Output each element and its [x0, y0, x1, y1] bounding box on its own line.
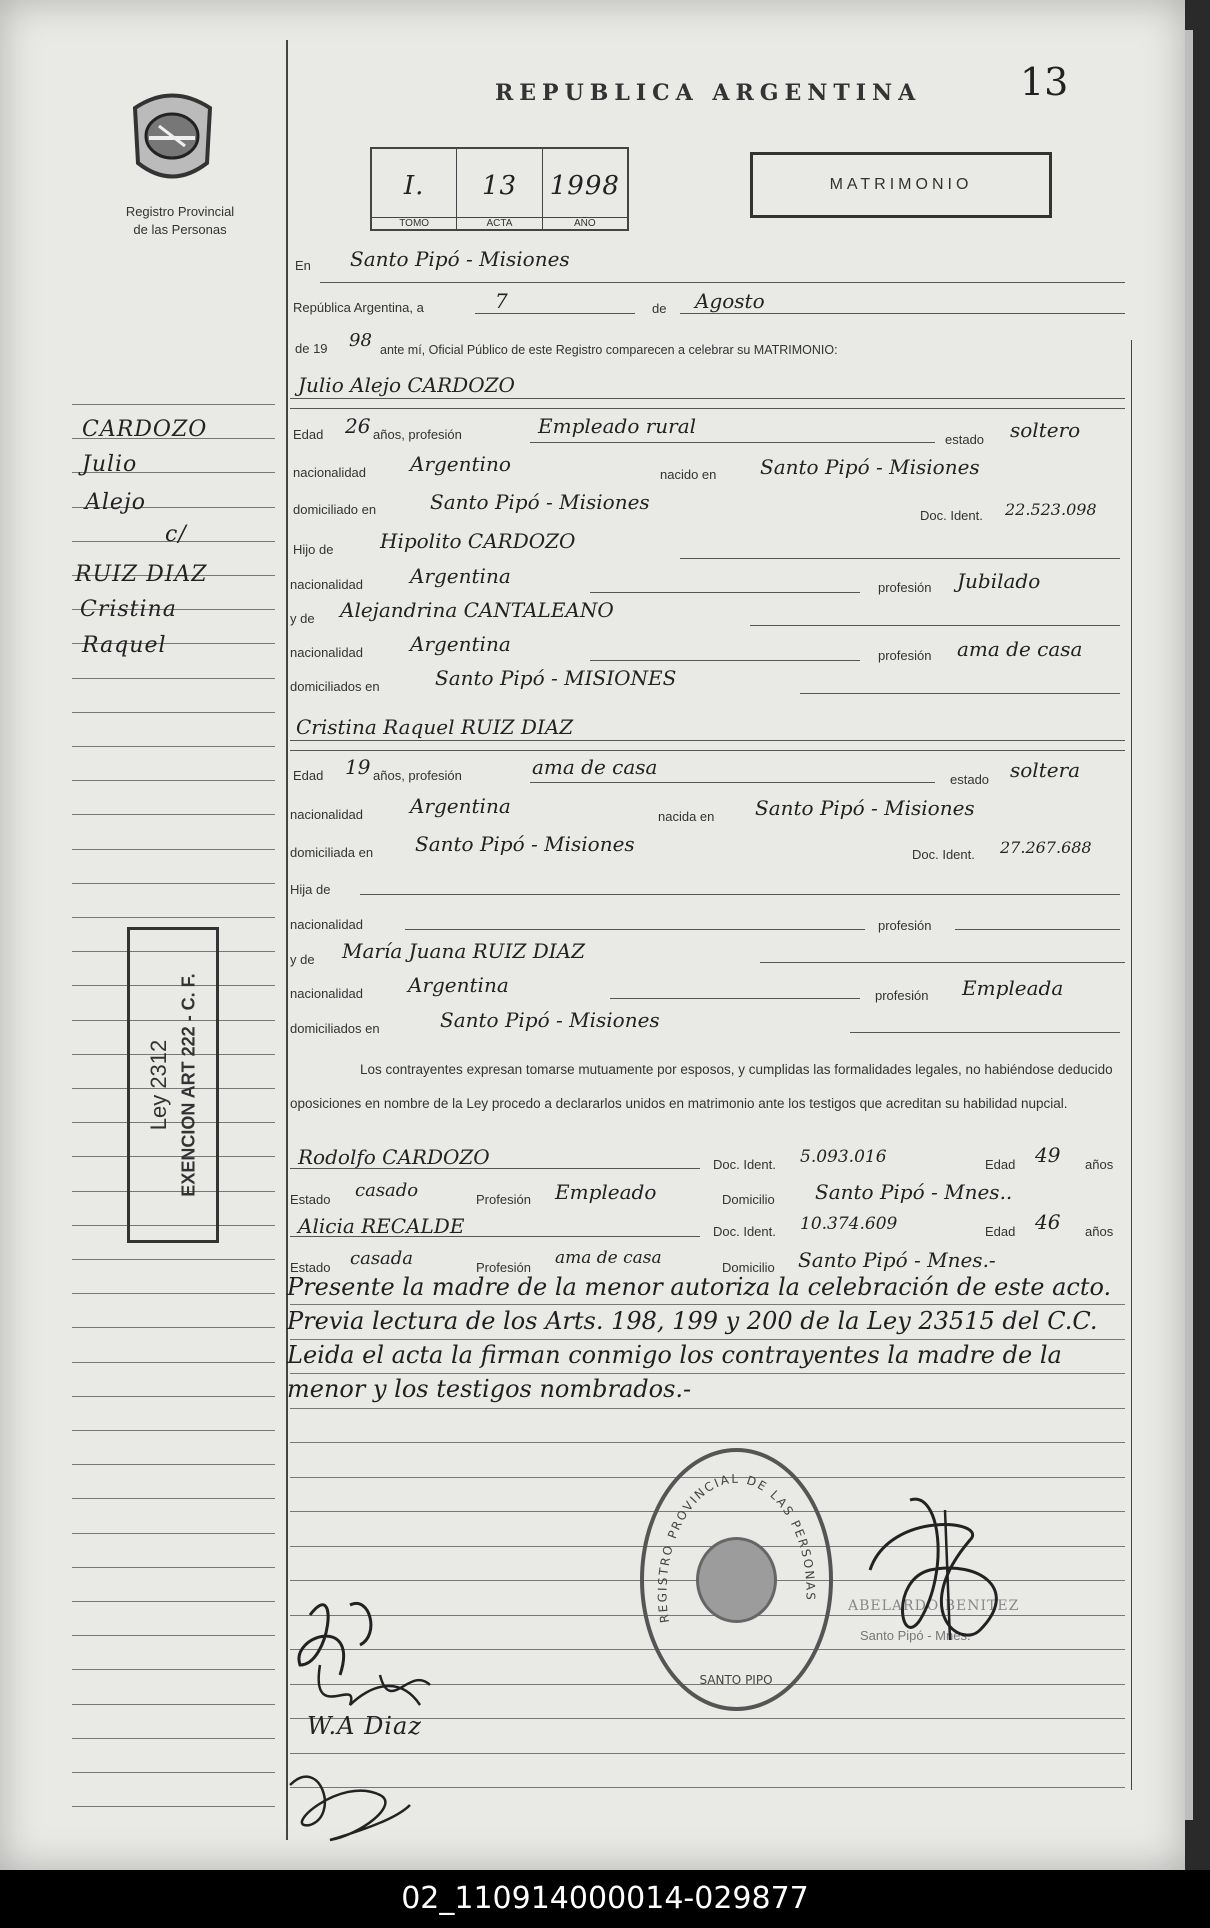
- groom-age: 26: [345, 414, 371, 438]
- witness1-status: casado: [355, 1180, 419, 1201]
- witness1-edad-label: Edad: [985, 1157, 1016, 1172]
- seal-emblem-icon: [696, 1537, 777, 1623]
- rule: [760, 962, 1125, 963]
- rule: [290, 408, 1125, 409]
- groom-mother: Alejandrina CANTALEANO: [340, 598, 614, 622]
- acta-label: ACTA: [457, 217, 541, 229]
- margin-rule: [72, 917, 275, 918]
- ley-stamp-line1: Ley 2312: [146, 1039, 171, 1131]
- witness1-doc-label: Doc. Ident.: [713, 1157, 776, 1172]
- witness2-doc: 10.374.609: [800, 1214, 898, 1234]
- officer-signature-icon: [850, 1480, 1040, 1650]
- father-nacionalidad-label: nacionalidad: [290, 577, 364, 592]
- margin-rule: [72, 1498, 275, 1499]
- bride-mother-profesion-label: profesión: [875, 988, 929, 1003]
- contractor-signatures-icon: [280, 1575, 470, 1845]
- estado-label: estado: [945, 432, 985, 447]
- margin-rule: [72, 1293, 275, 1294]
- act-month: Agosto: [695, 289, 765, 313]
- margin-rule: [72, 1430, 275, 1431]
- mother-profesion-label: profesión: [878, 648, 932, 663]
- domiciliada-en-label: domiciliada en: [290, 845, 374, 860]
- bride-mother: María Juana RUIZ DIAZ: [342, 939, 585, 963]
- en-label: En: [295, 258, 311, 273]
- tomo-value: I.: [403, 171, 425, 201]
- groom-mother-nationality: Argentina: [410, 632, 511, 656]
- bride-status: soltera: [1010, 758, 1081, 782]
- margin-rule: [72, 1327, 275, 1328]
- bride-born-in: Santo Pipó - Misiones: [755, 796, 975, 820]
- registry-logo-icon: [125, 88, 220, 188]
- witness1-estado-label: Estado: [290, 1192, 331, 1207]
- rule: [290, 1236, 700, 1237]
- margin-note-with: c/: [165, 522, 187, 547]
- groom-status: soltero: [1010, 418, 1081, 442]
- margin-rule: [72, 712, 275, 713]
- rule: [610, 998, 860, 999]
- officer-location-stamp: Santo Pipó - Mnes.: [860, 1628, 971, 1643]
- body-rule: [290, 1408, 1125, 1409]
- domiciliados-en-label: domiciliados en: [290, 679, 380, 694]
- ley-exemption-stamp: [127, 927, 219, 1243]
- domiciliado-en-label: domiciliado en: [293, 502, 377, 517]
- body-rule: [290, 1442, 1125, 1443]
- bride-father-profesion-label: profesión: [878, 918, 932, 933]
- margin-note-name2: Alejo: [85, 490, 147, 515]
- bride-mother-nacionalidad-label: nacionalidad: [290, 986, 364, 1001]
- bride-parents-domicile: Santo Pipó - Misiones: [440, 1008, 660, 1032]
- rule: [850, 1032, 1120, 1033]
- margin-rule: [72, 1704, 275, 1705]
- witness1-name: Rodolfo CARDOZO: [298, 1145, 490, 1169]
- bride-anos-profesion-label: años, profesión: [373, 768, 462, 783]
- tomo-label: TOMO: [372, 217, 456, 229]
- groom-mother-profession: ama de casa: [957, 637, 1083, 661]
- official-round-seal: [640, 1448, 833, 1711]
- ano-value: 1998: [549, 171, 620, 201]
- groom-domicile: Santo Pipó - Misiones: [430, 490, 650, 514]
- rule: [590, 660, 860, 661]
- bride-doc-ident: 27.267.688: [1000, 838, 1092, 857]
- rule: [955, 929, 1120, 930]
- groom-father-nationality: Argentina: [410, 564, 511, 588]
- groom-father: Hipolito CARDOZO: [380, 529, 576, 553]
- witness2-age: 46: [1035, 1210, 1061, 1234]
- margin-note-surname: CARDOZO: [82, 417, 208, 442]
- republica-label: República Argentina, a: [293, 300, 424, 315]
- rule: [405, 929, 865, 930]
- margin-rule: [72, 780, 275, 781]
- witness2-estado-label: Estado: [290, 1260, 331, 1275]
- act-day: 7: [495, 289, 508, 313]
- margin-note-name4: Raquel: [82, 633, 167, 658]
- mother-nacionalidad-label: nacionalidad: [290, 645, 364, 660]
- witness1-domicilio-label: Domicilio: [722, 1192, 775, 1207]
- year-prefix: de 19: [295, 341, 328, 356]
- page-title: REPUBLICA ARGENTINA: [495, 80, 922, 106]
- rule: [530, 782, 935, 783]
- page-number: 13: [1020, 60, 1069, 104]
- hija-de-label: Hija de: [290, 882, 331, 897]
- bride-father-nacionalidad-label: nacionalidad: [290, 917, 364, 932]
- witness2-domicile: Santo Pipó - Mnes.-: [798, 1248, 996, 1272]
- hijo-de-label: Hijo de: [293, 542, 334, 557]
- rule: [320, 282, 1125, 283]
- rule: [750, 625, 1120, 626]
- nacida-en-label: nacida en: [658, 809, 715, 824]
- handwritten-note: Presente la madre de la menor autoriza la celebración de este acto. Previa lectura de los Arts. 198, 199 y 200 de la Ley 23515 del C.C. Leida el acta la firman conmigo los contrayentes la madre de la menor y los testigos nombrados.-: [287, 1273, 1112, 1403]
- witness-signature-text: W.A Diaz: [307, 1712, 422, 1740]
- groom-full-name: Julio Alejo CARDOZO: [298, 373, 515, 397]
- de-label: de: [652, 301, 667, 316]
- witness1-anos-label: años: [1085, 1157, 1114, 1172]
- nacido-en-label: nacido en: [660, 467, 717, 482]
- rule: [475, 313, 635, 314]
- groom-profession: Empleado rural: [538, 414, 697, 438]
- witness2-profesion-label: Profesión: [476, 1260, 531, 1275]
- bride-y-de-label: y de: [290, 952, 315, 967]
- anos-profesion-label: años, profesión: [373, 427, 462, 442]
- doc-ident-label: Doc. Ident.: [920, 508, 983, 523]
- groom-father-profession: Jubilado: [957, 569, 1041, 593]
- witness1-age: 49: [1035, 1143, 1061, 1167]
- witness1-doc: 5.093.016: [800, 1147, 887, 1167]
- registry-label: [95, 203, 265, 239]
- main-left-border: [286, 40, 288, 1840]
- margin-rule: [72, 1669, 275, 1670]
- acta-value: 13: [481, 171, 518, 201]
- registry-label-line1: Registro Provincial: [125, 204, 235, 219]
- father-profesion-label: profesión: [878, 580, 932, 595]
- margin-rule: [72, 404, 275, 405]
- witness1-profesion-label: Profesión: [476, 1192, 531, 1207]
- rule: [800, 693, 1120, 694]
- margin-rule: [72, 1464, 275, 1465]
- margin-rule: [72, 814, 275, 815]
- act-place: Santo Pipó - Misiones: [350, 247, 570, 271]
- margin-rule: [72, 1396, 275, 1397]
- ano-cell: [543, 149, 627, 229]
- bride-full-name: Cristina Raquel RUIZ DIAZ: [296, 715, 574, 739]
- bride-domiciliados-en-label: domiciliados en: [290, 1021, 380, 1036]
- margin-note-name3: Cristina: [80, 597, 177, 622]
- groom-parents-domicile: Santo Pipó - MISIONES: [435, 666, 677, 690]
- nacionalidad-label: nacionalidad: [293, 465, 367, 480]
- margin-rule: [72, 1772, 275, 1773]
- officer-name-stamp: ABELARDO BENITEZ: [848, 1598, 1020, 1614]
- acta-cell: [457, 149, 542, 229]
- body-rule: [290, 1373, 1125, 1374]
- bride-doc-ident-label: Doc. Ident.: [912, 847, 975, 862]
- rule: [680, 313, 1125, 314]
- witness2-edad-label: Edad: [985, 1224, 1016, 1239]
- margin-rule: [72, 1567, 275, 1568]
- groom-nationality: Argentino: [410, 452, 511, 476]
- bride-mother-nationality: Argentina: [408, 973, 509, 997]
- bride-nationality: Argentina: [410, 794, 511, 818]
- act-year: 98: [349, 330, 372, 351]
- bride-age: 19: [345, 755, 371, 779]
- seal-ring-label: REGISTRO PROVINCIAL DE LAS PERSONAS: [655, 1471, 818, 1624]
- main-right-border: [1131, 340, 1132, 1790]
- witness2-profession: ama de casa: [555, 1248, 662, 1268]
- declaration-text: Los contrayentes expresan tomarse mutuamente por esposos, y cumplidas las formalidades legales, no habiéndose deducido oposiciones en nombre de la Ley procedo a declararlos unidos en matrimonio ante los testigos que acreditan su habilidad nupcial.: [290, 1062, 1113, 1111]
- margin-rule: [72, 1362, 275, 1363]
- registry-label-line2: de las Personas: [133, 222, 227, 237]
- groom-born-in: Santo Pipó - Misiones: [760, 455, 980, 479]
- witness1-profession: Empleado: [555, 1180, 657, 1204]
- groom-doc-ident: 22.523.098: [1005, 500, 1097, 519]
- bride-mother-profession: Empleada: [962, 976, 1064, 1000]
- book-spine: [1185, 0, 1210, 1870]
- witness2-anos-label: años: [1085, 1224, 1114, 1239]
- document-type-box: MATRIMONIO: [750, 152, 1052, 218]
- margin-rule: [72, 1635, 275, 1636]
- margin-rule: [72, 849, 275, 850]
- ley-stamp-line2: EXENCION ART 222 - C. F.: [178, 973, 199, 1197]
- bride-estado-label: estado: [950, 772, 990, 787]
- bride-domicile: Santo Pipó - Misiones: [415, 832, 635, 856]
- margin-note-surname2: RUIZ DIAZ: [75, 562, 208, 587]
- rule: [290, 1168, 700, 1169]
- margin-rule: [72, 1533, 275, 1534]
- margin-rule: [72, 678, 275, 679]
- bride-edad-label: Edad: [293, 768, 324, 783]
- margin-rule: [72, 1601, 275, 1602]
- witness2-domicilio-label: Domicilio: [722, 1260, 775, 1275]
- bride-profession: ama de casa: [532, 755, 658, 779]
- witness2-doc-label: Doc. Ident.: [713, 1224, 776, 1239]
- y-de-label: y de: [290, 611, 315, 626]
- witness1-domicile: Santo Pipó - Mnes..: [815, 1180, 1013, 1204]
- rule: [290, 750, 1125, 751]
- reference-box: [370, 147, 629, 231]
- tomo-cell: [372, 149, 457, 229]
- image-identifier: 02_110914000014-029877: [0, 1870, 1210, 1928]
- margin-rule: [72, 1806, 275, 1807]
- margin-rule: [72, 1738, 275, 1739]
- body-rule: [290, 1304, 1125, 1305]
- margin-rule: [72, 746, 275, 747]
- bride-nacionalidad-label: nacionalidad: [290, 807, 364, 822]
- seal-bottom-label: SANTO PIPO: [699, 1673, 773, 1687]
- margin-note-name1: Julio: [82, 452, 138, 477]
- rule: [290, 398, 1125, 399]
- body-rule: [290, 1339, 1125, 1340]
- rule: [590, 592, 860, 593]
- margin-rule: [72, 1259, 275, 1260]
- margin-rule: [72, 883, 275, 884]
- rule: [680, 558, 1120, 559]
- witness2-name: Alicia RECALDE: [298, 1214, 465, 1238]
- rule: [530, 442, 935, 443]
- rule: [290, 740, 1125, 741]
- rule: [360, 894, 1120, 895]
- intro-text: ante mí, Oficial Público de este Registro comparecen a celebrar su MATRIMONIO:: [380, 343, 838, 357]
- edad-label: Edad: [293, 427, 324, 442]
- ano-label: AÑO: [543, 217, 627, 229]
- witness2-status: casada: [350, 1248, 414, 1269]
